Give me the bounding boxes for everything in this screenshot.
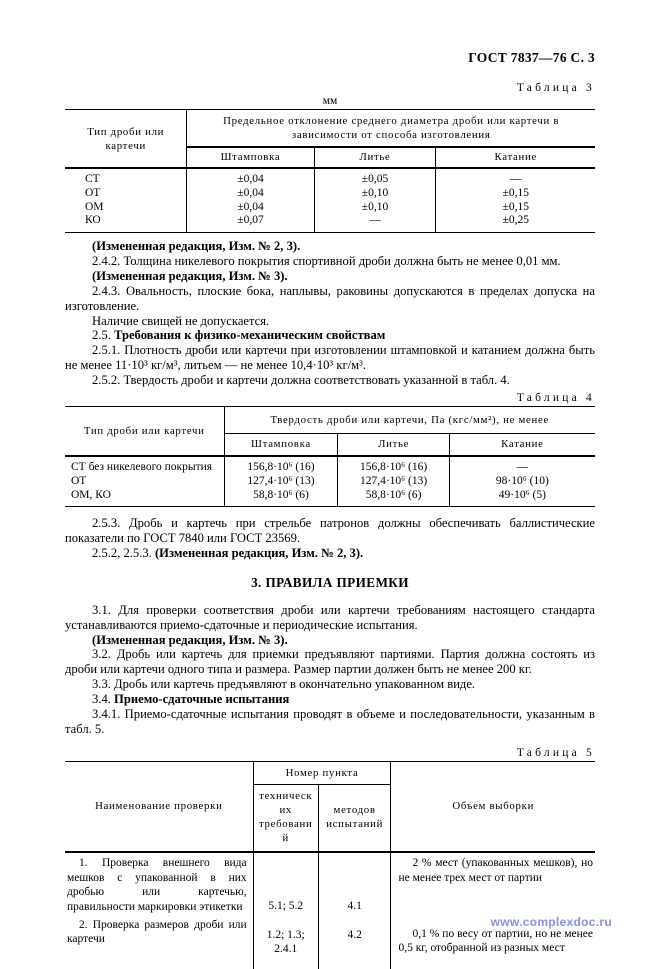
table-cell: 4.1 (318, 852, 391, 915)
table3-span-header: Предельное отклонение среднего диаметра дроби или картечи в зависимости от способа изготовления (187, 110, 595, 148)
table-cell: ОМ (85, 200, 104, 213)
amended-note: (Измененная редакция, Изм. № 3). (92, 632, 288, 647)
table4-span-header: Твердость дроби или картечи, Па (кгс/мм²), не менее (224, 406, 595, 433)
paragraph-2-5 (65, 328, 595, 343)
table-cell: ±0,04 (187, 187, 314, 201)
table3 (65, 109, 595, 233)
paragraph-2-5-2: 2.5.2. Твердость дроби и картечи должна соответствовать указанной в табл. 4. (92, 373, 510, 388)
table-cell: 156,8·10⁶ (16) (338, 456, 449, 475)
table5-span-header: Номер пункта (253, 761, 391, 784)
table4-subheader: Литье (338, 433, 449, 456)
table4-header-row (65, 406, 595, 433)
paragraph-2-5-2-3-amended (65, 546, 595, 561)
table-cell: 4.2 (318, 915, 391, 969)
table-cell: ±0,04 (187, 168, 314, 187)
table4 (65, 406, 595, 507)
table-row (65, 214, 595, 232)
table5-subheader: методов испытаний (318, 784, 391, 852)
section-2-5-tail-text (65, 516, 595, 561)
table-cell: 98·10⁶ (10) (449, 475, 595, 489)
paragraph-3-4 (65, 692, 595, 707)
section-2-text (65, 239, 595, 388)
table3-subheader: Катание (436, 147, 595, 168)
clause-title: Приемо-сдаточные испытания (114, 692, 290, 707)
table-cell: 1.2; 1.3; 2.4.1 (253, 915, 318, 969)
table4-subheader: Штамповка (224, 433, 338, 456)
table3-caption: Таблица 3 (516, 82, 595, 94)
table-cell: 156,8·10⁶ (16) (224, 456, 338, 475)
table-cell: ±0,15 (436, 201, 595, 215)
paragraph-3-3: 3.3. Дробь или картечь предъявляют в окончательно упакованном виде. (92, 677, 476, 692)
paragraph-2-4-3: 2.4.3. Овальность, плоские бока, наплывы, раковины допускаются в пределах допуска на изготовление. (65, 283, 595, 313)
table-cell: СТ (85, 173, 100, 186)
table-cell: 1. Проверка внешнего вида мешков с упакованной в них дробью или картечью, правильности маркировки этикетки (67, 856, 247, 913)
table-cell: 0,1 % по весу от партии, но не менее 0,5 кг, отобранной из разных мест (391, 915, 595, 969)
table-cell: 2. Проверка размеров дроби или картечи (67, 918, 247, 946)
paragraph-2-4-3b: Наличие свищей не допускается. (92, 313, 270, 328)
table5-header-row (65, 761, 595, 784)
table-cell: 127,4·10⁶ (13) (338, 475, 449, 489)
table5-col1-header: Наименование проверки (65, 761, 253, 852)
table5 (65, 761, 595, 969)
table4-caption: Таблица 4 (516, 391, 595, 404)
table-cell: ОТ (71, 474, 87, 487)
section-3-heading: 3. ПРАВИЛА ПРИЕМКИ (251, 574, 409, 590)
table5-col4-header: Объем выборки (391, 761, 595, 852)
page-header: ГОСТ 7837—76 С. 3 (468, 50, 595, 65)
table-cell: — (314, 214, 436, 232)
table3-header-row (65, 110, 595, 148)
table-cell: СТ без никелевого покрытия (71, 460, 213, 473)
clause-number: 2.5.2, 2.5.3. (92, 546, 155, 561)
table-cell: ±0,15 (436, 187, 595, 201)
table4-col1-header: Тип дроби или картечи (65, 406, 224, 456)
table5-subheader: технических требований (253, 784, 318, 852)
table-cell: 2 % мест (упакованных мешков), но не менее трех мест от партии (391, 852, 595, 915)
table-cell: ±0,10 (314, 201, 436, 215)
table-row (65, 456, 595, 475)
table-cell: ±0,25 (436, 214, 595, 232)
table-cell: 5.1; 5.2 (253, 852, 318, 915)
clause-number: 2.5. (92, 328, 115, 343)
amended-note: (Измененная редакция, Изм. № 2, 3). (92, 239, 301, 254)
table-row (65, 489, 595, 507)
paragraph-2-5-3: 2.5.3. Дробь и картечь при стрельбе патронов должны обеспечивать баллистические показатели по ГОСТ 7840 или ГОСТ 23569. (65, 516, 595, 546)
table-cell: — (449, 456, 595, 475)
table-row (65, 852, 595, 915)
clause-number: 3.4. (92, 692, 115, 707)
table-cell: ±0,07 (187, 214, 314, 232)
table3-unit-label: мм (322, 95, 338, 107)
table-cell: ОМ, КО (71, 488, 111, 501)
paragraph-3-4-1: 3.4.1. Приемо-сдаточные испытания проводят в объеме и последовательности, указанным в табл. 5. (65, 706, 595, 736)
paragraph-3-2: 3.2. Дробь или картечь для приемки предъявляют партиями. Партия должна состоять из дроби или картечи одного типа и размера. Размер партии должен быть не менее 200 кг. (65, 647, 595, 677)
amended-note: (Измененная редакция, Изм. № 3). (92, 269, 288, 283)
table-cell: 127,4·10⁶ (13) (224, 475, 338, 489)
table3-subheader: Штамповка (187, 147, 314, 168)
table-row (65, 475, 595, 489)
clause-title: Требования к физико-механическим свойствам (114, 328, 386, 343)
table-cell: 49·10⁶ (5) (449, 489, 595, 507)
table-cell: 58,8·10⁶ (6) (338, 489, 449, 507)
section-3-text (65, 603, 595, 737)
watermark-link[interactable]: www.complexdoc.ru (490, 915, 612, 929)
table-cell: ±0,10 (314, 187, 436, 201)
table-cell: — (436, 168, 595, 187)
table-cell: КО (85, 214, 101, 227)
paragraph-3-1: 3.1. Для проверки соответствия дроби или картечи требованиям настоящего стандарта устанавливаются приемо-сдаточные и периодические испытания. (65, 602, 595, 632)
table-cell: ±0,05 (314, 168, 436, 187)
table-cell: ОТ (85, 186, 101, 199)
table-cell: ±0,04 (187, 201, 314, 215)
table-cell: 58,8·10⁶ (6) (224, 489, 338, 507)
table5-caption: Таблица 5 (516, 746, 595, 759)
table-row (65, 187, 595, 201)
table-row (65, 201, 595, 215)
table3-col1-header: Тип дроби или картечи (65, 110, 187, 169)
table4-subheader: Катание (449, 433, 595, 456)
table3-subheader: Литье (314, 147, 436, 168)
paragraph-2-5-1: 2.5.1. Плотность дроби или картечи при изготовлении штамповкой и катанием должна быть не менее 11·10³ кг/м³, литьем — не менее 10,4·10³ кг/м³. (65, 343, 595, 373)
amended-note: (Измененная редакция, Изм. № 2, 3). (154, 546, 364, 561)
paragraph-2-4-2: 2.4.2. Толщина никелевого покрытия спортивной дроби должна быть не менее 0,01 мм. (92, 254, 561, 269)
table-row (65, 168, 595, 187)
